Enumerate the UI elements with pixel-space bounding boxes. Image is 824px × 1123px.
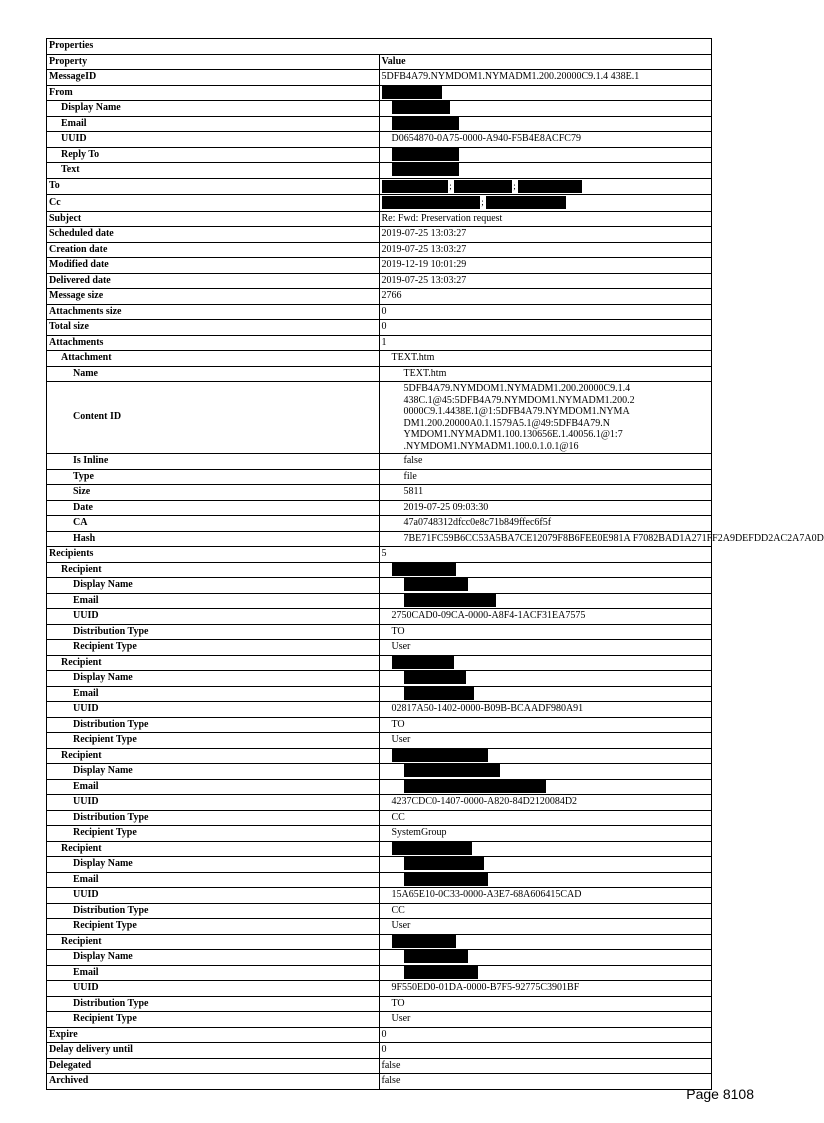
row-label: Recipient Type xyxy=(47,1012,380,1028)
table-row xyxy=(47,211,712,227)
properties-table xyxy=(46,38,824,1090)
row-value: User xyxy=(379,640,712,656)
row-value: 47a0748312dfcc0e8c71b849ffec6f5f xyxy=(379,516,712,532)
redaction-box xyxy=(392,656,454,669)
row-value: 2019-07-25 09:03:30 xyxy=(379,500,712,516)
table-row xyxy=(47,469,712,485)
table-row xyxy=(47,702,712,718)
redaction-box xyxy=(404,873,488,886)
redaction-box xyxy=(486,196,566,209)
table-row xyxy=(47,366,712,382)
redaction-box xyxy=(404,764,500,777)
table-row xyxy=(47,981,712,997)
row-value xyxy=(379,857,712,873)
row-label: Attachments size xyxy=(47,304,380,320)
page-number: Page 8108 xyxy=(686,1086,754,1102)
content-id-value xyxy=(379,382,712,454)
row-label: Recipient Type xyxy=(47,640,380,656)
row-value xyxy=(379,578,712,594)
table-row xyxy=(47,485,712,501)
table-row xyxy=(47,1074,712,1090)
redaction-box xyxy=(404,780,546,793)
row-value: D0654870-0A75-0000-A940-F5B4E8ACFC79 xyxy=(379,132,712,148)
table-row xyxy=(47,764,712,780)
table-row xyxy=(47,85,712,101)
redaction-box xyxy=(404,950,468,963)
row-label: Text xyxy=(47,163,380,179)
redaction-box xyxy=(392,163,459,176)
row-label: Reply To xyxy=(47,147,380,163)
row-value: 2019-07-25 13:03:27 xyxy=(379,227,712,243)
row-value: 0 xyxy=(379,320,712,336)
row-value: TEXT.htm xyxy=(379,366,712,382)
table-row xyxy=(47,609,712,625)
row-label: Archived xyxy=(47,1074,380,1090)
row-label: Recipient xyxy=(47,934,380,950)
row-label: Content ID xyxy=(47,382,380,454)
row-value: 2766 xyxy=(379,289,712,305)
row-label: UUID xyxy=(47,888,380,904)
content-id-line: 0000C9.1.4438E.1@1:5DFB4A79.NYMDOM1.NYMA DM1.200.20000A0.1.1579A5.1@49:5DFB4A79.N xyxy=(403,406,630,429)
table-row xyxy=(47,1012,712,1028)
row-label: Date xyxy=(47,500,380,516)
table-row xyxy=(47,500,712,516)
table-row xyxy=(47,132,712,148)
redaction-box xyxy=(382,180,448,193)
redaction-box xyxy=(518,180,582,193)
row-value: TEXT.htm xyxy=(379,351,712,367)
recipient-separator: ; xyxy=(481,197,484,207)
row-value: CC xyxy=(379,810,712,826)
row-label: Scheduled date xyxy=(47,227,380,243)
row-value: 2750CAD0-09CA-0000-A8F4-1ACF31EA7575 xyxy=(379,609,712,625)
row-value xyxy=(379,748,712,764)
row-value xyxy=(379,934,712,950)
table-row xyxy=(47,273,712,289)
row-value xyxy=(379,950,712,966)
row-value: 15A65E10-0C33-0000-A3E7-68A606415CAD xyxy=(379,888,712,904)
table-row xyxy=(47,593,712,609)
row-value: 0 xyxy=(379,1043,712,1059)
row-label: Display Name xyxy=(47,671,380,687)
table-row xyxy=(47,857,712,873)
row-value xyxy=(379,686,712,702)
table-row xyxy=(47,195,712,212)
table-row xyxy=(47,258,712,274)
row-value: 2019-12-19 10:01:29 xyxy=(379,258,712,274)
table-row xyxy=(47,748,712,764)
table-row xyxy=(47,779,712,795)
row-label: Distribution Type xyxy=(47,624,380,640)
row-label: MessageID xyxy=(47,70,380,86)
table-row xyxy=(47,1043,712,1059)
table-row xyxy=(47,163,712,179)
table-row xyxy=(47,178,712,195)
row-label: Display Name xyxy=(47,857,380,873)
row-value: 1 xyxy=(379,335,712,351)
row-label: Delivered date xyxy=(47,273,380,289)
table-row xyxy=(47,147,712,163)
content-id-line: YMDOM1.NYMADM1.100.130656E.1.40056.1@1:7 .NYMDOM1.NYMADM1.100.0.1.0.1@16 xyxy=(403,429,623,452)
row-label: Creation date xyxy=(47,242,380,258)
row-label: Distribution Type xyxy=(47,810,380,826)
table-row xyxy=(47,1027,712,1043)
row-label: Modified date xyxy=(47,258,380,274)
table-row xyxy=(47,965,712,981)
row-value: TO xyxy=(379,717,712,733)
row-value xyxy=(379,671,712,687)
row-value: file xyxy=(379,469,712,485)
row-label: Email xyxy=(47,779,380,795)
redaction-box xyxy=(382,196,480,209)
table-row xyxy=(47,351,712,367)
row-value xyxy=(379,101,712,117)
row-value: User xyxy=(379,1012,712,1028)
table-row xyxy=(47,335,712,351)
row-value: 0 xyxy=(379,1027,712,1043)
table-row xyxy=(47,624,712,640)
row-label: Email xyxy=(47,965,380,981)
row-label: To xyxy=(47,178,380,195)
row-label: UUID xyxy=(47,981,380,997)
table-row xyxy=(47,733,712,749)
row-value: false xyxy=(379,454,712,470)
row-label: Attachments xyxy=(47,335,380,351)
table-row xyxy=(47,810,712,826)
table-row xyxy=(47,795,712,811)
redaction-box xyxy=(404,966,478,979)
redaction-box xyxy=(404,857,484,870)
row-value xyxy=(379,195,712,212)
row-label: Recipient Type xyxy=(47,919,380,935)
table-row xyxy=(47,671,712,687)
row-label: CA xyxy=(47,516,380,532)
row-value xyxy=(379,764,712,780)
row-label: Email xyxy=(47,593,380,609)
row-value: false xyxy=(379,1074,712,1090)
row-label: Recipient xyxy=(47,562,380,578)
row-value: 2019-07-25 13:03:27 xyxy=(379,273,712,289)
table-row xyxy=(47,578,712,594)
row-label: Recipient xyxy=(47,841,380,857)
row-value xyxy=(379,116,712,132)
table-row xyxy=(47,70,712,86)
row-value xyxy=(379,147,712,163)
redaction-box xyxy=(404,687,474,700)
table-row xyxy=(47,640,712,656)
row-value: false xyxy=(379,1058,712,1074)
row-value: 5DFB4A79.NYMDOM1.NYMADM1.200.20000C9.1.4 438E.1 xyxy=(379,70,712,86)
content-id-line: 5DFB4A79.NYMDOM1.NYMADM1.200.20000C9.1.4 xyxy=(403,383,631,394)
table-title: Properties xyxy=(47,39,712,55)
column-header-value: Value xyxy=(379,54,712,70)
redaction-box xyxy=(404,594,496,607)
row-value: TO xyxy=(379,996,712,1012)
row-label: Attachment xyxy=(47,351,380,367)
row-value: SystemGroup xyxy=(379,826,712,842)
row-label: Recipients xyxy=(47,547,380,563)
row-label: Hash xyxy=(47,531,380,547)
row-label: Recipient Type xyxy=(47,733,380,749)
row-label: Delegated xyxy=(47,1058,380,1074)
row-value: 5811 xyxy=(379,485,712,501)
row-label: Email xyxy=(47,872,380,888)
row-value: 02817A50-1402-0000-B09B-BCAADF980A91 xyxy=(379,702,712,718)
table-row xyxy=(47,562,712,578)
row-label: Is Inline xyxy=(47,454,380,470)
row-label: Recipient xyxy=(47,655,380,671)
row-value: 9F550ED0-01DA-0000-B7F5-92775C3901BF xyxy=(379,981,712,997)
row-value xyxy=(379,965,712,981)
row-label: Cc xyxy=(47,195,380,212)
row-label: Distribution Type xyxy=(47,903,380,919)
redaction-box xyxy=(392,101,450,114)
recipient-separator: ; xyxy=(449,180,452,191)
table-row xyxy=(47,454,712,470)
column-header-property: Property xyxy=(47,54,380,70)
redaction-box xyxy=(392,749,488,762)
row-label: Recipient xyxy=(47,748,380,764)
row-label: Recipient Type xyxy=(47,826,380,842)
row-label: Message size xyxy=(47,289,380,305)
row-label: Display Name xyxy=(47,950,380,966)
table-row xyxy=(47,289,712,305)
row-label: UUID xyxy=(47,702,380,718)
table-row xyxy=(47,320,712,336)
table-row xyxy=(47,934,712,950)
table-row xyxy=(47,686,712,702)
row-label: Expire xyxy=(47,1027,380,1043)
row-value xyxy=(379,655,712,671)
table-row xyxy=(47,547,712,563)
row-label: Display Name xyxy=(47,764,380,780)
row-label: Size xyxy=(47,485,380,501)
row-label: Distribution Type xyxy=(47,996,380,1012)
row-value xyxy=(379,779,712,795)
redaction-box xyxy=(392,935,456,948)
row-value: User xyxy=(379,733,712,749)
row-label: Email xyxy=(47,686,380,702)
row-label: Name xyxy=(47,366,380,382)
recipient-separator: ; xyxy=(513,180,516,191)
redaction-box xyxy=(392,563,456,576)
row-value: User xyxy=(379,919,712,935)
table-row xyxy=(47,227,712,243)
row-label: Type xyxy=(47,469,380,485)
table-row xyxy=(47,872,712,888)
row-value: 2019-07-25 13:03:27 xyxy=(379,242,712,258)
row-label: Distribution Type xyxy=(47,717,380,733)
row-value xyxy=(379,593,712,609)
redaction-box xyxy=(382,86,442,99)
row-value xyxy=(379,562,712,578)
table-row xyxy=(47,996,712,1012)
row-value: 4237CDC0-1407-0000-A820-84D2120084D2 xyxy=(379,795,712,811)
table-row xyxy=(47,101,712,117)
table-row xyxy=(47,950,712,966)
redaction-box xyxy=(404,578,468,591)
row-label: Display Name xyxy=(47,578,380,594)
row-value: CC xyxy=(379,903,712,919)
row-value: 0 xyxy=(379,304,712,320)
redaction-box xyxy=(454,180,512,193)
row-label: Total size xyxy=(47,320,380,336)
row-value xyxy=(379,163,712,179)
table-row xyxy=(47,531,712,547)
row-label: From xyxy=(47,85,380,101)
row-label: UUID xyxy=(47,609,380,625)
content-id-line: 438C.1@45:5DFB4A79.NYMDOM1.NYMADM1.200.2 xyxy=(403,394,635,406)
row-value: Re: Fwd: Preservation request xyxy=(379,211,712,227)
table-row xyxy=(47,116,712,132)
table-row xyxy=(47,888,712,904)
table-row xyxy=(47,919,712,935)
row-value xyxy=(379,841,712,857)
table-row xyxy=(47,826,712,842)
table-row xyxy=(47,1058,712,1074)
row-label: Subject xyxy=(47,211,380,227)
row-label: Email xyxy=(47,116,380,132)
table-row xyxy=(47,655,712,671)
table-row xyxy=(47,841,712,857)
table-row xyxy=(47,717,712,733)
redaction-box xyxy=(392,842,472,855)
row-label: Delay delivery until xyxy=(47,1043,380,1059)
row-value: TO xyxy=(379,624,712,640)
table-row xyxy=(47,516,712,532)
row-label: UUID xyxy=(47,132,380,148)
row-label: UUID xyxy=(47,795,380,811)
row-value: 7BE71FC59B6CC53A5BA7CE12079F8B6FEE0E981A F7082BAD1A271FF2A9DEFDD2AC2A7A0D xyxy=(379,531,712,547)
row-value xyxy=(379,85,712,101)
redaction-box xyxy=(392,148,459,161)
redaction-box xyxy=(392,117,459,130)
row-value xyxy=(379,178,712,195)
table-row xyxy=(47,304,712,320)
row-value xyxy=(379,872,712,888)
row-value: 5 xyxy=(379,547,712,563)
table-row xyxy=(47,903,712,919)
row-label: Display Name xyxy=(47,101,380,117)
table-row xyxy=(47,382,712,454)
table-row xyxy=(47,242,712,258)
redaction-box xyxy=(404,671,466,684)
